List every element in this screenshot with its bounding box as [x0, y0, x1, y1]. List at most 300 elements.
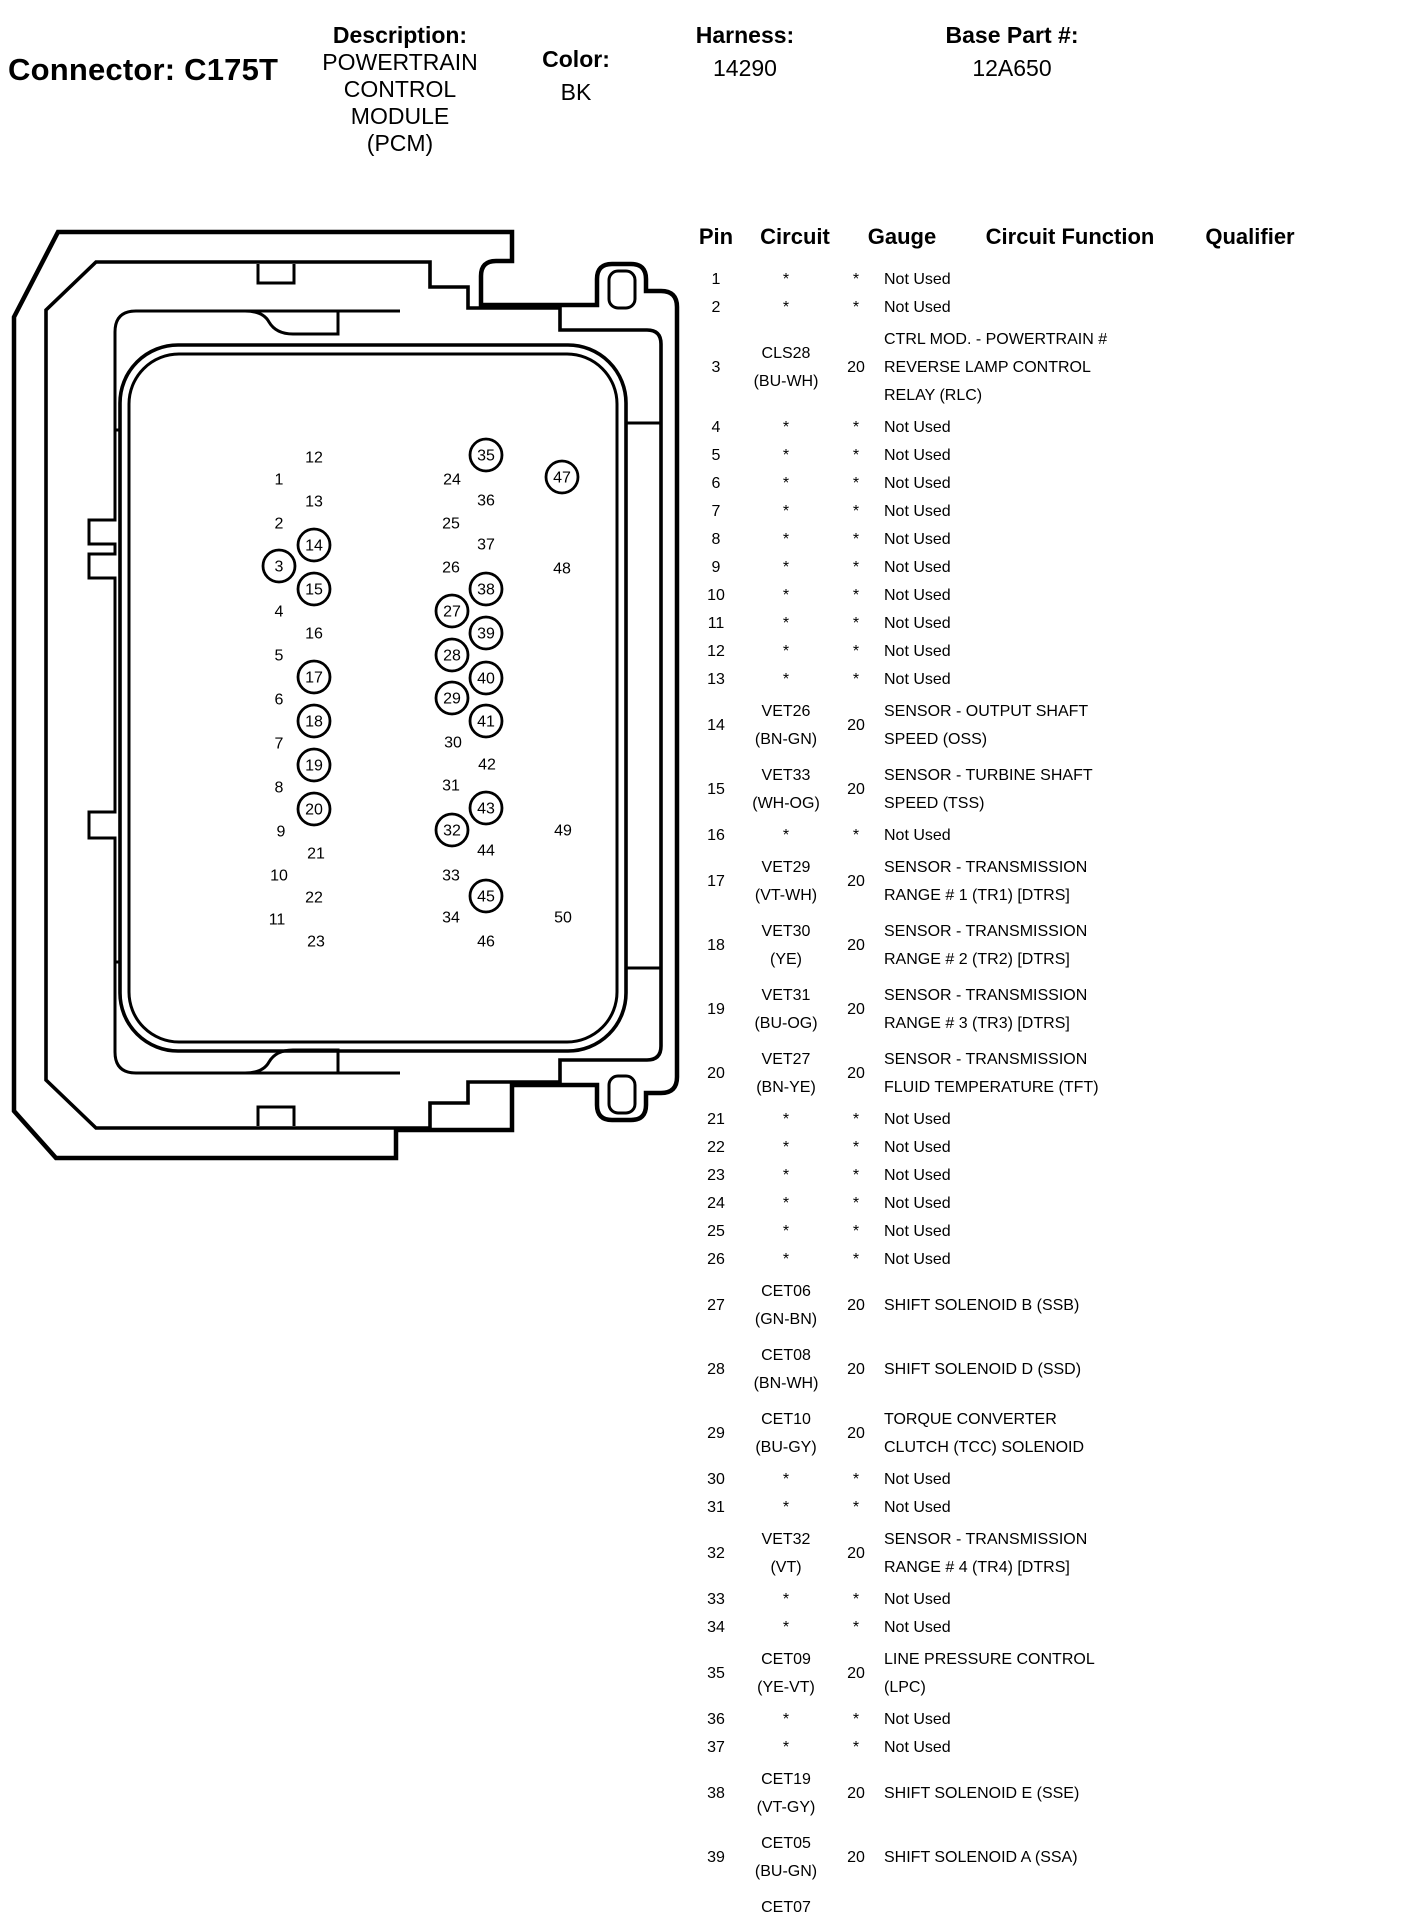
pin-label-25	[442, 516, 460, 533]
pin-label-46	[477, 934, 495, 951]
svg-text:45: 45	[477, 888, 495, 906]
cell-gauge: *	[852, 1111, 860, 1128]
pin-label-34	[442, 910, 460, 927]
table-row	[688, 1762, 1404, 1826]
cell-gauge: 20	[847, 1361, 865, 1378]
pin-label-44	[477, 843, 495, 860]
cell-circuit: *	[782, 643, 790, 660]
svg-text:31: 31	[442, 777, 460, 795]
cell-pin: 17	[707, 873, 725, 890]
svg-text:9: 9	[276, 823, 286, 841]
svg-text:30: 30	[444, 734, 462, 752]
pin-label-17-circled	[298, 661, 330, 693]
housing-outer-outline	[14, 232, 677, 1158]
cell-circuit: VET29 (VT-WH)	[754, 859, 818, 904]
svg-text:5: 5	[274, 647, 284, 665]
cell-qualifier	[1214, 1595, 1404, 1605]
cell-circuit: VET32 (VT)	[761, 1531, 811, 1576]
cell-circuit: *	[782, 1591, 790, 1608]
pin-label-28-circled	[436, 639, 468, 671]
page-title: Connector: C175T	[8, 52, 279, 87]
cell-pin: 14	[707, 717, 725, 734]
cell-gauge: *	[852, 671, 860, 688]
pin-label-18-circled	[298, 705, 330, 737]
pin-label-5	[275, 648, 284, 665]
table-body	[688, 266, 1404, 1926]
svg-text:37: 37	[477, 536, 495, 554]
svg-text:17: 17	[305, 669, 323, 687]
cell-qualifier	[1214, 1171, 1404, 1181]
cell-pin: 27	[707, 1297, 725, 1314]
cell-gauge: 20	[847, 781, 865, 798]
cell-gauge: *	[852, 1139, 860, 1156]
pin-cavity-outer	[120, 345, 626, 1051]
cell-gauge: *	[852, 1619, 860, 1636]
cell-pin: 4	[711, 419, 721, 436]
bottom-key-notch	[258, 1107, 294, 1126]
cell-pin: 32	[707, 1545, 725, 1562]
cell-qualifier	[1214, 647, 1404, 657]
table-row	[688, 1274, 1404, 1338]
col-header-function: Circuit Function	[985, 224, 1155, 249]
top-key-curve	[214, 311, 338, 334]
table-row	[688, 1190, 1404, 1218]
pin-label-19-circled	[298, 749, 330, 781]
bottom-key-curve	[214, 1050, 338, 1073]
cell-gauge: *	[852, 615, 860, 632]
pin-table	[688, 224, 1404, 1926]
svg-text:12: 12	[305, 449, 323, 467]
cell-pin: 37	[707, 1739, 725, 1756]
cell-function: Not Used	[884, 1711, 951, 1728]
cell-function: Not Used	[884, 271, 951, 288]
cell-function: Not Used	[884, 475, 951, 492]
cell-qualifier	[1214, 1743, 1404, 1753]
cell-function: Not Used	[884, 299, 951, 316]
cell-circuit: *	[782, 1471, 790, 1488]
cell-gauge: *	[852, 1499, 860, 1516]
cell-circuit: *	[782, 1499, 790, 1516]
table-row	[688, 266, 1404, 294]
cell-pin: 33	[707, 1591, 725, 1608]
pin-label-38-circled	[470, 573, 502, 605]
cell-qualifier	[1214, 1365, 1404, 1375]
cell-function: Not Used	[884, 1223, 951, 1240]
cell-pin: 18	[707, 937, 725, 954]
cell-pin: 25	[707, 1223, 725, 1240]
cell-function: Not Used	[884, 447, 951, 464]
cell-function: Not Used	[884, 559, 951, 576]
cell-pin: 23	[707, 1167, 725, 1184]
cell-gauge: 20	[847, 1849, 865, 1866]
cell-pin: 35	[707, 1665, 725, 1682]
cell-pin: 11	[707, 615, 725, 632]
base-part-value: 12A650	[972, 55, 1052, 81]
table-row	[688, 1586, 1404, 1614]
table-row	[688, 758, 1404, 822]
cell-circuit: VET27 (BN-YE)	[756, 1051, 816, 1096]
cell-gauge: *	[852, 503, 860, 520]
cell-circuit: *	[782, 1139, 790, 1156]
cell-gauge: *	[852, 531, 860, 548]
cell-qualifier	[1214, 675, 1404, 685]
cell-pin: 10	[707, 587, 725, 604]
cell-qualifier	[1214, 1715, 1404, 1725]
pin-label-1	[275, 472, 284, 489]
cell-circuit: CET07	[761, 1899, 811, 1916]
cell-gauge: *	[852, 1471, 860, 1488]
pin-label-15-circled	[298, 573, 330, 605]
svg-text:11: 11	[268, 911, 286, 929]
cell-function: Not Used	[884, 827, 951, 844]
pin-label-26	[442, 560, 460, 577]
cell-circuit: CET05 (BU-GN)	[754, 1835, 818, 1880]
svg-text:44: 44	[477, 842, 495, 860]
cell-pin: 1	[711, 271, 721, 288]
svg-text:42: 42	[478, 756, 496, 774]
table-row	[688, 582, 1404, 610]
table-row	[688, 638, 1404, 666]
cell-circuit: *	[782, 587, 790, 604]
cell-qualifier	[1214, 619, 1404, 629]
cell-qualifier	[1214, 1143, 1404, 1153]
harness-label: Harness:	[695, 22, 795, 48]
cell-gauge: *	[852, 475, 860, 492]
cell-circuit: CLS28 (BU-WH)	[753, 345, 819, 390]
cell-qualifier	[1214, 1903, 1404, 1913]
cell-circuit: CET10 (BU-GY)	[755, 1411, 817, 1456]
pin-label-39-circled	[470, 617, 502, 649]
table-row	[688, 294, 1404, 322]
cell-function: CTRL MOD. - POWERTRAIN # REVERSE LAMP CONTROL RELAY (RLC)	[884, 331, 1108, 404]
cell-qualifier	[1214, 785, 1404, 795]
cell-gauge: *	[852, 1739, 860, 1756]
pin-label-21	[307, 846, 325, 863]
cell-gauge: 20	[847, 1001, 865, 1018]
cell-pin: 21	[707, 1111, 725, 1128]
table-row	[688, 1106, 1404, 1134]
pin-label-23	[307, 934, 325, 951]
cell-gauge: *	[852, 1195, 860, 1212]
cell-pin: 22	[707, 1139, 725, 1156]
svg-text:49: 49	[554, 822, 572, 840]
cell-gauge: *	[852, 1591, 860, 1608]
cell-function: Not Used	[884, 615, 951, 632]
pin-label-27-circled	[436, 595, 468, 627]
color-value: BK	[560, 79, 592, 105]
cell-function: Not Used	[884, 671, 951, 688]
top-key-notch	[258, 264, 294, 283]
pin-label-40-circled	[470, 662, 502, 694]
table-row	[688, 1134, 1404, 1162]
svg-text:8: 8	[274, 779, 284, 797]
cell-gauge: 20	[847, 937, 865, 954]
cell-pin: 5	[711, 447, 721, 464]
cell-qualifier	[1214, 479, 1404, 489]
description-value-line3: (PCM)	[366, 130, 434, 156]
cell-function: Not Used	[884, 531, 951, 548]
svg-text:14: 14	[305, 537, 323, 555]
svg-text:1: 1	[274, 471, 284, 489]
svg-text:43: 43	[477, 800, 495, 818]
cell-function: SHIFT SOLENOID E (SSE)	[884, 1785, 1080, 1802]
cell-gauge: *	[852, 419, 860, 436]
svg-text:22: 22	[305, 889, 323, 907]
cell-qualifier	[1214, 1623, 1404, 1633]
table-row	[688, 554, 1404, 582]
cell-function: SENSOR - TRANSMISSION RANGE # 4 (TR4) [DTRS]	[884, 1531, 1088, 1576]
table-row	[688, 850, 1404, 914]
table-row	[688, 322, 1404, 414]
pin-label-7	[275, 736, 284, 753]
cell-qualifier	[1214, 941, 1404, 951]
cell-gauge: *	[852, 827, 860, 844]
pin-label-24	[443, 472, 461, 489]
cell-function: Not Used	[884, 1139, 951, 1156]
housing-inner-notched-outline	[89, 311, 400, 1073]
col-header-circuit: Circuit	[760, 224, 830, 249]
svg-text:3: 3	[274, 558, 284, 576]
cell-circuit: CET08 (BN-WH)	[753, 1347, 819, 1392]
cell-circuit: *	[782, 1223, 790, 1240]
cell-function: Not Used	[884, 1167, 951, 1184]
table-row	[688, 1494, 1404, 1522]
base-part-label: Base Part #:	[945, 22, 1079, 48]
cell-gauge: *	[852, 271, 860, 288]
cell-circuit: CET09 (YE-VT)	[757, 1651, 815, 1696]
table-row	[688, 1338, 1404, 1402]
cell-qualifier	[1214, 1005, 1404, 1015]
description-label: Description:	[332, 22, 468, 48]
svg-text:40: 40	[477, 670, 495, 688]
table-row	[688, 1162, 1404, 1190]
pin-label-45-circled	[470, 880, 502, 912]
cell-circuit: CET19 (VT-GY)	[756, 1771, 816, 1816]
col-header-gauge: Gauge	[867, 224, 937, 249]
table-row	[688, 1734, 1404, 1762]
pin-label-33	[442, 868, 460, 885]
pin-label-6	[275, 692, 284, 709]
pin-label-47-circled	[546, 461, 578, 493]
cell-qualifier	[1214, 877, 1404, 887]
cell-function: Not Used	[884, 1111, 951, 1128]
svg-text:16: 16	[305, 625, 323, 643]
svg-text:10: 10	[270, 867, 288, 885]
cell-qualifier	[1214, 1853, 1404, 1863]
cell-circuit: *	[782, 1195, 790, 1212]
table-row	[688, 822, 1404, 850]
svg-text:34: 34	[442, 909, 460, 927]
cell-function: Not Used	[884, 503, 951, 520]
table-row-partial	[688, 1890, 1404, 1926]
cell-function: SENSOR - TURBINE SHAFT SPEED (TSS)	[884, 767, 1093, 812]
col-header-qualifier: Qualifier	[1205, 224, 1295, 249]
cell-pin: 3	[711, 359, 721, 376]
svg-text:6: 6	[274, 691, 284, 709]
pin-label-3-circled	[263, 550, 295, 582]
cell-pin: 24	[707, 1195, 725, 1212]
cell-pin: 15	[707, 781, 725, 798]
cell-qualifier	[1214, 721, 1404, 731]
table-row	[688, 694, 1404, 758]
pin-label-4	[275, 604, 284, 621]
svg-text:28: 28	[443, 647, 461, 665]
cell-function: Not Used	[884, 419, 951, 436]
pin-label-29-circled	[436, 682, 468, 714]
cell-pin: 20	[707, 1065, 725, 1082]
description-value-line1: POWERTRAIN	[322, 49, 478, 75]
top-latch-slot	[609, 271, 635, 308]
table-row	[688, 1466, 1404, 1494]
cell-circuit: *	[782, 1251, 790, 1268]
cell-function: Not Used	[884, 1251, 951, 1268]
cell-circuit: CET06 (GN-BN)	[754, 1283, 818, 1328]
connector-diagram	[0, 0, 690, 1190]
pin-label-48	[553, 561, 571, 578]
cell-function: Not Used	[884, 587, 951, 604]
cell-pin: 13	[707, 671, 725, 688]
cell-gauge: 20	[847, 1425, 865, 1442]
svg-text:19: 19	[305, 757, 323, 775]
cell-gauge: 20	[847, 873, 865, 890]
cell-gauge: 20	[847, 1785, 865, 1802]
cell-qualifier	[1214, 363, 1404, 373]
cell-circuit: *	[782, 1711, 790, 1728]
cell-qualifier	[1214, 535, 1404, 545]
svg-text:7: 7	[274, 735, 284, 753]
description-value-line2: CONTROL MODULE	[343, 76, 457, 129]
cell-function: LINE PRESSURE CONTROL (LPC)	[884, 1651, 1095, 1696]
cell-circuit: *	[782, 271, 790, 288]
cell-gauge: 20	[847, 1297, 865, 1314]
cell-circuit: *	[782, 559, 790, 576]
cell-circuit: VET33 (WH-OG)	[752, 767, 820, 812]
cell-function: Not Used	[884, 643, 951, 660]
cell-pin: 9	[711, 559, 721, 576]
cell-qualifier	[1214, 831, 1404, 841]
cell-pin: 34	[707, 1619, 725, 1636]
cell-gauge: *	[852, 299, 860, 316]
cell-circuit: *	[782, 1111, 790, 1128]
cell-function: Not Used	[884, 1739, 951, 1756]
color-label: Color:	[542, 46, 610, 72]
cell-pin: 36	[707, 1711, 725, 1728]
cell-function: Not Used	[884, 1499, 951, 1516]
pin-label-14-circled	[298, 529, 330, 561]
table-row	[688, 1614, 1404, 1642]
cell-function: SHIFT SOLENOID A (SSA)	[884, 1849, 1078, 1866]
cell-circuit: VET26 (BN-GN)	[754, 703, 818, 748]
cell-circuit: VET30 (YE)	[761, 923, 811, 968]
cell-circuit: *	[782, 1619, 790, 1636]
cell-pin: 2	[711, 299, 721, 316]
table-row	[688, 1246, 1404, 1274]
cell-function: SENSOR - TRANSMISSION RANGE # 2 (TR2) [DTRS]	[884, 923, 1088, 968]
cell-function: SENSOR - TRANSMISSION RANGE # 1 (TR1) [DTRS]	[884, 859, 1088, 904]
cell-circuit: *	[782, 671, 790, 688]
svg-text:39: 39	[477, 625, 495, 643]
svg-text:35: 35	[477, 447, 495, 465]
cell-qualifier	[1214, 1789, 1404, 1799]
svg-text:21: 21	[307, 845, 325, 863]
svg-text:23: 23	[307, 933, 325, 951]
svg-text:25: 25	[442, 515, 460, 533]
svg-text:46: 46	[477, 933, 495, 951]
cell-pin: 6	[711, 475, 721, 492]
pin-label-22	[305, 890, 323, 907]
svg-text:15: 15	[305, 581, 323, 599]
pin-label-35-circled	[470, 439, 502, 471]
table-header	[688, 224, 1404, 250]
cell-qualifier	[1214, 591, 1404, 601]
cell-qualifier	[1214, 1301, 1404, 1311]
cell-pin: 7	[711, 503, 721, 520]
cell-pin: 12	[707, 643, 725, 660]
housing-mid-outline	[46, 262, 661, 1128]
table-row	[688, 526, 1404, 554]
cell-qualifier	[1214, 1255, 1404, 1265]
cell-function: SHIFT SOLENOID B (SSB)	[884, 1297, 1080, 1314]
svg-text:2: 2	[274, 515, 284, 533]
pin-label-37	[477, 537, 495, 554]
cell-qualifier	[1214, 507, 1404, 517]
pin-label-30	[444, 735, 462, 752]
svg-text:33: 33	[442, 867, 460, 885]
cell-qualifier	[1214, 1199, 1404, 1209]
svg-text:27: 27	[443, 603, 461, 621]
cell-function: TORQUE CONVERTER CLUTCH (TCC) SOLENOID	[884, 1411, 1085, 1456]
cell-pin: 31	[707, 1499, 725, 1516]
pin-label-16	[305, 626, 323, 643]
pin-label-9	[277, 824, 286, 841]
cell-qualifier	[1214, 1115, 1404, 1125]
table-row	[688, 1642, 1404, 1706]
svg-text:13: 13	[305, 493, 323, 511]
pin-label-2	[275, 516, 284, 533]
cell-gauge: *	[852, 447, 860, 464]
cell-gauge: *	[852, 1251, 860, 1268]
cell-pin: 16	[707, 827, 725, 844]
cell-qualifier	[1214, 1475, 1404, 1485]
svg-text:47: 47	[553, 469, 571, 487]
table-row	[688, 1402, 1404, 1466]
cell-function: Not Used	[884, 1591, 951, 1608]
cell-gauge: 20	[847, 1065, 865, 1082]
cell-gauge: *	[852, 559, 860, 576]
pin-cavity-inner	[129, 354, 617, 1042]
cell-gauge: *	[852, 587, 860, 604]
cell-pin: 30	[707, 1471, 725, 1488]
svg-text:26: 26	[442, 559, 460, 577]
cell-qualifier	[1214, 1069, 1404, 1079]
cell-circuit: *	[782, 419, 790, 436]
cell-gauge: *	[852, 1711, 860, 1728]
pin-label-32-circled	[436, 814, 468, 846]
pin-label-12	[305, 450, 323, 467]
table-row	[688, 1826, 1404, 1890]
cell-qualifier	[1214, 1549, 1404, 1559]
table-row	[688, 914, 1404, 978]
svg-text:20: 20	[305, 801, 323, 819]
table-row	[688, 1218, 1404, 1246]
svg-text:18: 18	[305, 713, 323, 731]
cell-qualifier	[1214, 1429, 1404, 1439]
cell-gauge: 20	[847, 359, 865, 376]
cell-gauge: *	[852, 1223, 860, 1240]
cell-qualifier	[1214, 563, 1404, 573]
cell-function: Not Used	[884, 1619, 951, 1636]
cell-pin: 26	[707, 1251, 725, 1268]
